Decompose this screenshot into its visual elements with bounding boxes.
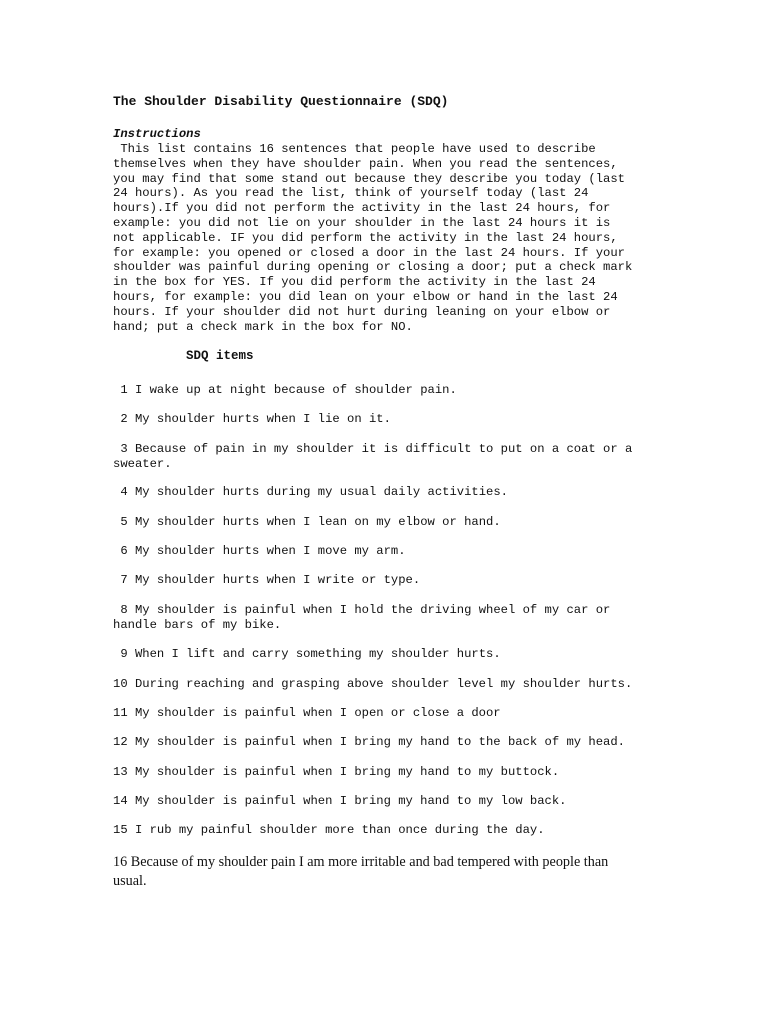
sdq-item-14: 14 My shoulder is painful when I bring my hand to my low back. — [113, 794, 567, 808]
sdq-item-15: 15 I rub my painful shoulder more than once during the day. — [113, 823, 545, 837]
sdq-item-12: 12 My shoulder is painful when I bring my hand to the back of my head. — [113, 735, 625, 749]
items-heading: SDQ items — [186, 349, 254, 363]
sdq-item-1: 1 I wake up at night because of shoulder pain. — [113, 383, 457, 397]
sdq-item-5: 5 My shoulder hurts when I lean on my elbow or hand. — [113, 515, 501, 529]
sdq-item-9: 9 When I lift and carry something my shoulder hurts. — [113, 647, 501, 661]
document-title: The Shoulder Disability Questionnaire (SDQ) — [113, 94, 449, 109]
sdq-item-7: 7 My shoulder hurts when I write or type. — [113, 573, 421, 587]
sdq-item-11: 11 My shoulder is painful when I open or close a door — [113, 706, 501, 720]
sdq-item-3: 3 Because of pain in my shoulder it is difficult to put on a coat or a sweater. — [113, 442, 633, 471]
sdq-item-16: 16 Because of my shoulder pain I am more irritable and bad tempered with people than usual. — [113, 854, 609, 889]
sdq-item-4: 4 My shoulder hurts during my usual daily activities. — [113, 485, 508, 499]
sdq-item-13: 13 My shoulder is painful when I bring my hand to my buttock. — [113, 765, 560, 779]
sdq-item-10: 10 During reaching and grasping above shoulder level my shoulder hurts. — [113, 677, 633, 691]
instructions-text: This list contains 16 sentences that people have used to describe themselves when they have shoulder pain. When you read the sentences, you may find that some stand out because they describe you today (last 24 hours). As you read the list, think of yourself today (last 24 hours).If you did not perform the activity in the last 24 hours, for example: you did not lie on your shoulder in the last 24 hours it is not applicable. IF you did perform the activity in the last 24 hours, for example: you opened or closed a door in the last 24 hours. If your shoulder was painful during opening or closing a door; put a check mark in the box for YES. If you did perform the activity in the last 24 hours, for example: you did lean on your elbow or hand in the last 24 hours. If your shoulder did not hurt during leaning on your elbow or hand; put a check mark in the box for NO. — [113, 142, 633, 334]
sdq-item-2: 2 My shoulder hurts when I lie on it. — [113, 412, 391, 426]
sdq-item-6: 6 My shoulder hurts when I move my arm. — [113, 544, 406, 558]
instructions-heading: Instructions — [113, 127, 201, 141]
sdq-item-8: 8 My shoulder is painful when I hold the driving wheel of my car or handle bars of my bike. — [113, 603, 611, 632]
